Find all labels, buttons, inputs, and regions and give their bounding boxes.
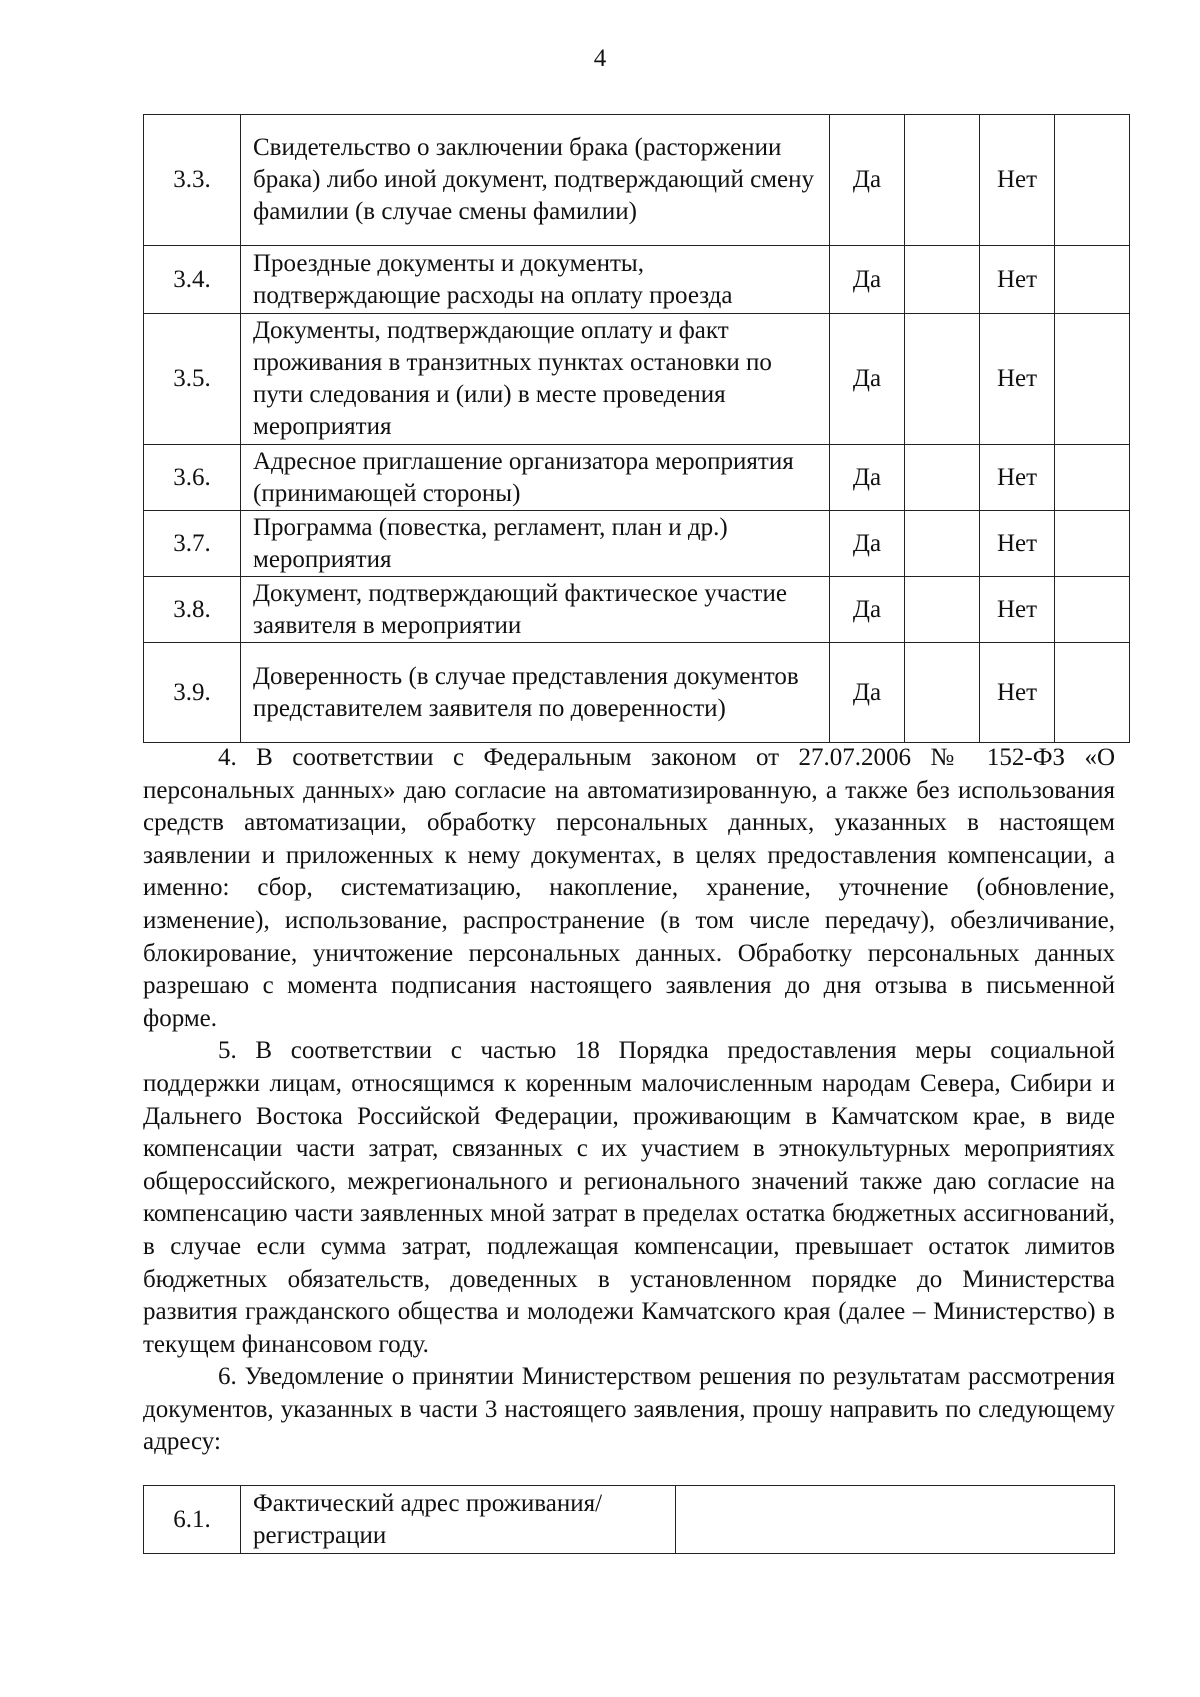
answer-yes: Да xyxy=(830,115,905,246)
address-value-field[interactable] xyxy=(676,1486,1115,1554)
document-name: Доверенность (в случае представления документов представителем заявителя по доверенности) xyxy=(241,643,830,743)
checkbox-yes[interactable] xyxy=(905,246,980,314)
row-number: 3.3. xyxy=(144,115,241,246)
row-number: 3.8. xyxy=(144,577,241,643)
answer-no: Нет xyxy=(980,115,1055,246)
row-number: 6.1. xyxy=(144,1486,241,1554)
document-name: Документы, подтверждающие оплату и факт проживания в транзитных пунктах остановки по пути следования и (или) в месте проведения мероприятия xyxy=(241,314,830,445)
answer-no: Нет xyxy=(980,314,1055,445)
checkbox-no[interactable] xyxy=(1055,445,1130,511)
checkbox-yes[interactable] xyxy=(905,577,980,643)
answer-no: Нет xyxy=(980,445,1055,511)
table-row xyxy=(144,115,1130,246)
answer-no: Нет xyxy=(980,511,1055,577)
address-label: Фактический адрес проживания/ регистрации xyxy=(241,1486,676,1554)
answer-yes: Да xyxy=(830,445,905,511)
document-name: Программа (повестка, регламент, план и др.) мероприятия xyxy=(241,511,830,577)
table-row xyxy=(144,643,1130,743)
row-number: 3.7. xyxy=(144,511,241,577)
table-row xyxy=(144,314,1130,445)
row-number: 3.6. xyxy=(144,445,241,511)
checkbox-no[interactable] xyxy=(1055,246,1130,314)
answer-yes: Да xyxy=(830,511,905,577)
checkbox-no[interactable] xyxy=(1055,643,1130,743)
answer-no: Нет xyxy=(980,246,1055,314)
checkbox-yes[interactable] xyxy=(905,314,980,445)
checkbox-yes[interactable] xyxy=(905,511,980,577)
document-name: Документ, подтверждающий фактическое участие заявителя в мероприятии xyxy=(241,577,830,643)
checkbox-no[interactable] xyxy=(1055,577,1130,643)
answer-yes: Да xyxy=(830,314,905,445)
checkbox-yes[interactable] xyxy=(905,445,980,511)
row-number: 3.4. xyxy=(144,246,241,314)
documents-table xyxy=(143,114,1130,743)
table-row xyxy=(144,577,1130,643)
address-table xyxy=(143,1485,1115,1554)
page-number: 4 xyxy=(593,45,607,72)
paragraph-4: 4. В соответствии с Федеральным законом от 27.07.2006 № 152-ФЗ «О персональных данных» даю согласие на автоматизированную, а также без использования средств автоматизации, обработку персональных данных, указанных в настоящем заявлении и приложенных к нему документах, в целях предоставления компенсации, а именно: сбор, систематизацию, накопление, хранение, уточнение (обновление, изменение), использование, распространение (в том числе передачу), обезличивание, блокирование, уничтожение персональных данных. Обработку персональных данных разрешаю с момента подписания настоящего заявления до дня отзыва в письменной форме. xyxy=(143,744,1115,1032)
checkbox-no[interactable] xyxy=(1055,511,1130,577)
checkbox-no[interactable] xyxy=(1055,115,1130,246)
table-row xyxy=(144,1486,1115,1554)
document-name: Адресное приглашение организатора мероприятия (принимающей стороны) xyxy=(241,445,830,511)
checkbox-yes[interactable] xyxy=(905,643,980,743)
table-row xyxy=(144,511,1130,577)
checkbox-yes[interactable] xyxy=(905,115,980,246)
answer-no: Нет xyxy=(980,643,1055,743)
row-number: 3.9. xyxy=(144,643,241,743)
answer-yes: Да xyxy=(830,246,905,314)
row-number: 3.5. xyxy=(144,314,241,445)
paragraph-5: 5. В соответствии с частью 18 Порядка предоставления меры социальной поддержки лицам, относящимся к коренным малочисленным народам Севера, Сибири и Дальнего Востока Российской Федерации, проживающим в Камчатском крае, в виде компенсации части затрат, связанных с их участием в этнокультурных мероприятиях общероссийского, межрегионального и регионального значений также даю согласие на компенсацию части заявленных мной затрат в пределах остатка бюджетных ассигнований, в случае если сумма затрат, подлежащая компенсации, превышает остаток лимитов бюджетных обязательств, доведенных в установленном порядке до Министерства развития гражданского общества и молодежи Камчатского края (далее – Министерство) в текущем финансовом году. xyxy=(143,1037,1115,1358)
document-name: Свидетельство о заключении брака (расторжении брака) либо иной документ, подтверждающий смену фамилии (в случае смены фамилии) xyxy=(241,115,830,246)
answer-yes: Да xyxy=(830,577,905,643)
document-name: Проездные документы и документы, подтверждающие расходы на оплату проезда xyxy=(241,246,830,314)
answer-no: Нет xyxy=(980,577,1055,643)
paragraph-6: 6. Уведомление о принятии Министерством решения по результатам рассмотрения документов, указанных в части 3 настоящего заявления, прошу направить по следующему адресу: xyxy=(143,1363,1115,1456)
table-row xyxy=(144,445,1130,511)
consent-text xyxy=(143,742,1115,1459)
table-row xyxy=(144,246,1130,314)
checkbox-no[interactable] xyxy=(1055,314,1130,445)
answer-yes: Да xyxy=(830,643,905,743)
